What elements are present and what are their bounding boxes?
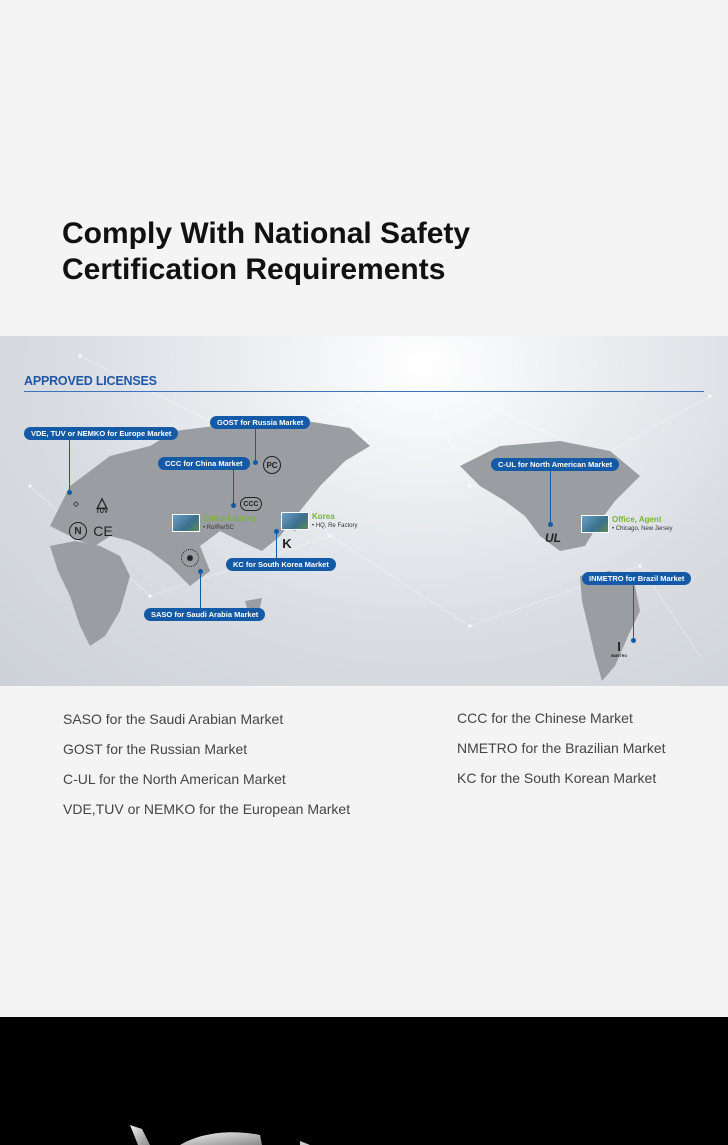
- saso-mark: ✺: [181, 549, 199, 567]
- site-china-factory: [172, 514, 256, 532]
- china-factory-photo: [172, 514, 200, 532]
- tag-saudi-market: SASO for Saudi Arabia Market: [144, 608, 265, 621]
- lead-line-south-korea: [276, 532, 277, 558]
- tag-south-korea-market: KC for South Korea Market: [226, 558, 336, 571]
- ul-mark: UL: [545, 531, 561, 545]
- kc-mark: K: [282, 535, 292, 551]
- lead-line-russia: [255, 429, 256, 461]
- footer-dark-section: [0, 1017, 728, 1145]
- lead-line-brazil: [633, 585, 634, 639]
- tag-europe-market: VDE, TUV or NEMKO for Europe Market: [24, 427, 178, 440]
- gost-mark: PC: [263, 456, 281, 474]
- page-title: [62, 216, 662, 288]
- tag-russia-market: GOST for Russia Market: [210, 416, 310, 429]
- list-item: SASO for the Saudi Arabian Market: [63, 711, 284, 727]
- inmetro-mark: I INMETRO: [610, 638, 628, 658]
- list-item: NMETRO for the Brazilian Market: [457, 740, 666, 756]
- list-item: GOST for the Russian Market: [63, 741, 248, 757]
- page-title-line-2: Certification Requirements: [62, 253, 446, 286]
- aircraft-silhouette-graphic: [0, 1017, 728, 1145]
- nemko-mark: N: [69, 522, 87, 540]
- dot-china: [231, 503, 236, 508]
- office-sub: • Chicago, New Jersey: [612, 526, 673, 532]
- list-item: CCC for the Chinese Market: [457, 710, 633, 726]
- ccc-mark: CCC: [240, 497, 262, 511]
- korea-hq-photo: [281, 512, 309, 530]
- list-item: C-UL for the North American Market: [63, 771, 286, 787]
- site-korea: [281, 512, 357, 530]
- ce-mark: CE: [93, 523, 113, 539]
- dot-europe: [67, 490, 72, 495]
- list-item: KC for the South Korean Market: [457, 770, 657, 786]
- site-office-agent: [581, 515, 672, 533]
- approved-licenses-map: [0, 336, 728, 686]
- lead-line-china: [233, 470, 234, 504]
- korea-site-name: Korea: [312, 512, 335, 521]
- china-factory-sub: • Ro/Re/SC: [203, 525, 234, 531]
- lead-line-saudi: [200, 572, 201, 608]
- market-lists: [0, 686, 728, 1016]
- lead-line-europe: [69, 440, 70, 492]
- approved-licenses-title: APPROVED LICENSES: [24, 374, 157, 388]
- korea-site-sub: • HQ, Re Factory: [312, 523, 358, 529]
- list-item: VDE,TUV or NEMKO for the European Market: [63, 801, 351, 817]
- tag-china-market: CCC for China Market: [158, 457, 250, 470]
- market-list-right: [457, 709, 666, 799]
- market-list-left: [63, 710, 350, 830]
- tag-brazil-market: INMETRO for Brazil Market: [582, 572, 691, 585]
- approved-licenses-rule: [24, 391, 704, 392]
- tag-north-america-market: C-UL for North American Market: [491, 458, 619, 471]
- lead-line-north-america: [550, 471, 551, 523]
- dot-russia: [253, 460, 258, 465]
- page-title-line-1: Comply With National Safety: [62, 217, 471, 250]
- dot-brazil: [631, 638, 636, 643]
- office-name: Office, Agent: [612, 515, 662, 524]
- vde-mark: ◇: [73, 501, 79, 508]
- dot-north-america: [548, 522, 553, 527]
- tuv-mark: △ TUV: [96, 494, 108, 515]
- office-photo: [581, 515, 609, 533]
- china-factory-name: China Factory: [203, 514, 257, 523]
